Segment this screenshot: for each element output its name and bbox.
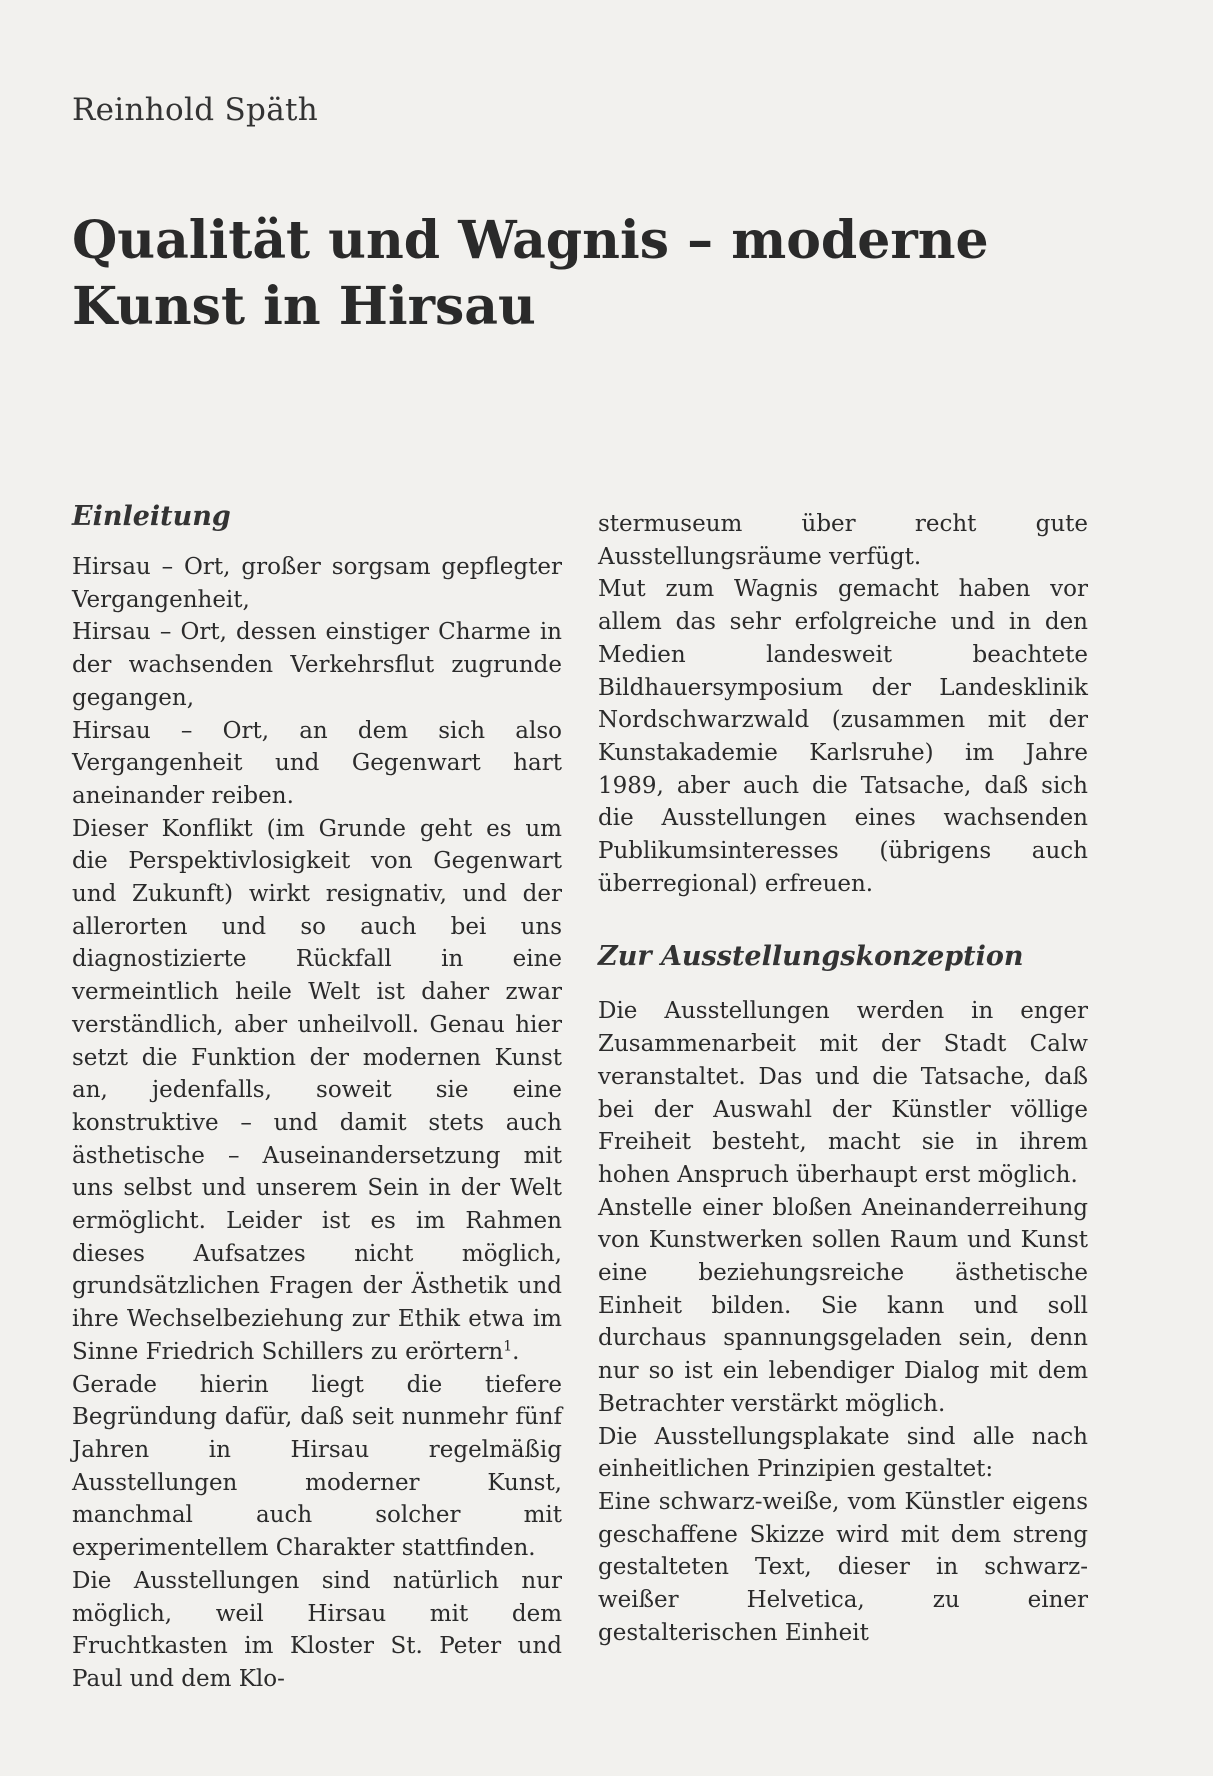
paragraph: Die Ausstellungsplakate sind alle nach einheitlichen Prinzipien gestaltet: xyxy=(598,1423,1088,1483)
footnote-ref: 1 xyxy=(503,1338,513,1355)
paragraph: Die Ausstellungen werden in enger Zusammenarbeit mit der Stadt Calw veranstaltet. Das und die Tatsache, daß bei der Auswahl der Künstler völlige Freiheit besteht, macht sie in ihrem hohen Anspruch überhaupt erst möglich. xyxy=(598,998,1088,1188)
paragraph: Hirsau – Ort, dessen einstiger Charme in der wachsenden Verkehrsflut zugrunde gegangen, xyxy=(72,619,562,711)
left-column xyxy=(72,500,562,1696)
article-title: Qualität und Wagnis – moderne Kunst in Hirsau xyxy=(72,210,989,337)
paragraph-split-right: stermuseum über recht gute Ausstellungsräume verfügt. xyxy=(598,511,1088,570)
paragraph-end: . xyxy=(512,1338,520,1365)
paragraph: Gerade hierin liegt die tiefere Begründung dafür, daß seit nunmehr fünf Jahren in Hirsau regelmäßig Ausstellungen moderner Kunst, manchmal auch solcher mit experimentellem Charakter stattfinden. xyxy=(72,1371,562,1562)
paragraph-with-footnote xyxy=(72,813,562,1369)
paragraph-text: Dieser Konflikt (im Grunde geht es um die Perspektivlosigkeit von Gegenwart und Zukunft) wirkt resignativ, und der allerorten und so auch bei uns diagnostizierte Rückfall in eine vermeintlich heile Welt ist daher zwar verständlich, aber unheilvoll. Genau hier setzt die Funktion der modernen Kunst an, jedenfalls, soweit sie eine konstruktive – und damit stets auch ästhetische – Auseinandersetzung mit uns selbst und unserem Sein in der Welt ermöglicht. Leider ist es im Rahmen dieses Aufsatzes nicht möglich, grundsätzlichen Fragen der Ästhetik und ihre Wechselbeziehung zur Ethik etwa im Sinne Friedrich Schillers zu erörtern xyxy=(72,815,562,1365)
paragraph: Hirsau – Ort, großer sorgsam gepflegter Vergangenheit, xyxy=(72,554,562,613)
running-header-author: Reinhold Späth xyxy=(72,92,318,128)
section-heading-ausstellungskonzeption: Zur Ausstellungskonzeption xyxy=(598,941,1024,973)
paragraph: Hirsau – Ort, an dem sich also Vergangenheit und Gegenwart hart aneinander reiben. xyxy=(72,717,562,809)
right-column xyxy=(598,508,1088,1650)
section-heading-einleitung: Einleitung xyxy=(72,501,231,532)
paragraph-split-left: Die Ausstellungen sind natürlich nur möglich, weil Hirsau mit dem Fruchtkasten im Kloster St. Peter und Paul und dem Klo- xyxy=(72,1567,562,1692)
paragraph: Anstelle einer bloßen Aneinanderreihung von Kunstwerken sollen Raum und Kunst eine beziehungsreiche ästhetische Einheit bilden. Sie kann und soll durchaus spannungsgeladen sein, denn nur so ist ein lebendiger Dialog mit dem Betrachter verstärkt möglich. xyxy=(598,1194,1088,1417)
paragraph: Eine schwarz-weiße, vom Künstler eigens geschaffene Skizze wird mit dem streng gestalteten Text, dieser in schwarz-weißer Helvetica, zu einer gestalterischen Einheit xyxy=(598,1488,1088,1646)
paragraph: Mut zum Wagnis gemacht haben vor allem das sehr erfolgreiche und in den Medien landesweit beachtete Bildhauersymposium der Landesklinik Nordschwarzwald (zusammen mit der Kunstakademie Karlsruhe) im Jahre 1989, aber auch die Tatsache, daß sich die Ausstellungen eines wachsenden Publikumsinteresses (übrigens auch überregional) erfreuen. xyxy=(598,576,1088,897)
